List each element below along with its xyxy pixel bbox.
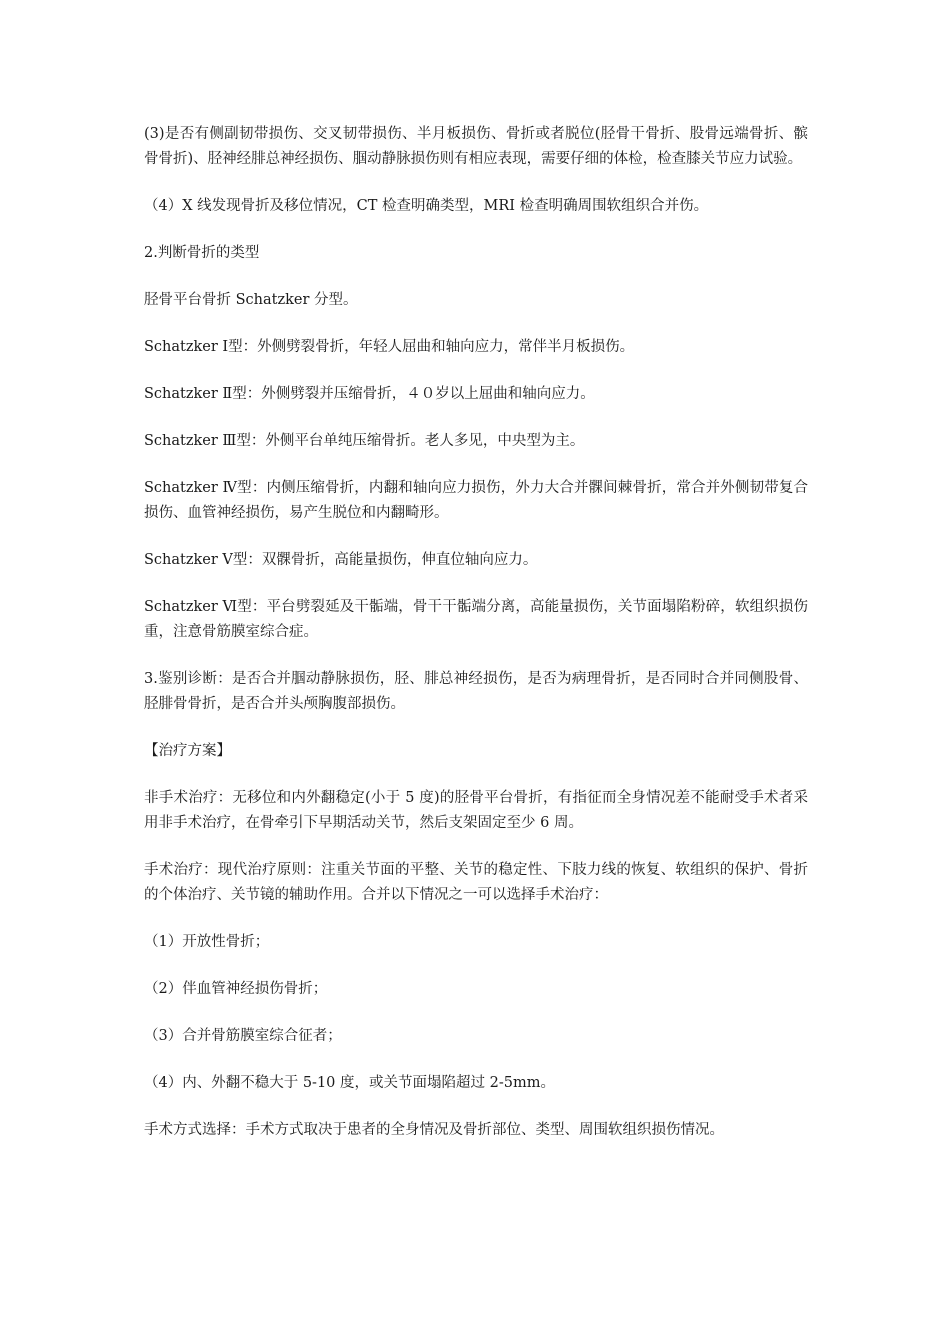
heading-fracture-type: 2.判断骨折的类型 <box>144 245 260 261</box>
list-item-compartment: （3）合并骨筋膜室综合征者； <box>144 1028 342 1044</box>
list-item-instability: （4）内、外翻不稳大于 5-10 度，或关节面塌陷超过 2-5mm。 <box>144 1075 555 1091</box>
paragraph-surgical: 手术治疗：现代治疗原则：注重关节面的平整、关节的稳定性、下肢力线的恢复、软组织的保护、骨折的个体治疗、关节镜的辅助作用。合并以下情况之一可以选择手术治疗： <box>144 862 808 903</box>
paragraph-schatzker-3: Schatzker Ⅲ型：外侧平台单纯压缩骨折。老人多见，中央型为主。 <box>144 433 585 449</box>
list-item-open-fracture: （1）开放性骨折； <box>144 934 270 950</box>
paragraph-differential-diagnosis: 3.鉴别诊断：是否合并腘动静脉损伤，胫、腓总神经损伤，是否为病理骨折，是否同时合并同侧股骨、胫腓骨骨折，是否合并头颅胸腹部损伤。 <box>144 671 808 712</box>
paragraph-schatzker-2: Schatzker Ⅱ型：外侧劈裂并压缩骨折，４０岁以上屈曲和轴向应力。 <box>144 386 595 402</box>
paragraph-ligament-injury: (3)是否有侧副韧带损伤、交叉韧带损伤、半月板损伤、骨折或者脱位(胫骨干骨折、股骨远端骨折、髌骨骨折)、胫神经腓总神经损伤、腘动静脉损伤则有相应表现，需要仔细的体检，检查膝关节应力试验。 <box>144 126 808 167</box>
document-page <box>144 122 808 1165</box>
paragraph-schatzker-4: Schatzker Ⅳ型：内侧压缩骨折，内翻和轴向应力损伤，外力大合并髁间棘骨折，常合并外侧韧带复合损伤、血管神经损伤，易产生脱位和内翻畸形。 <box>144 480 808 521</box>
paragraph-schatzker-6: Schatzker Ⅵ型：平台劈裂延及干骺端，骨干干骺端分离，高能量损伤，关节面塌陷粉碎，软组织损伤重，注意骨筋膜室综合症。 <box>144 599 808 640</box>
paragraph-nonsurgical: 非手术治疗：无移位和内外翻稳定(小于 5 度)的胫骨平台骨折，有指征而全身情况差不能耐受手术者采用非手术治疗，在骨牵引下早期活动关节，然后支架固定至少 6 周。 <box>144 790 808 831</box>
paragraph-surgical-method: 手术方式选择：手术方式取决于患者的全身情况及骨折部位、类型、周围软组织损伤情况。 <box>144 1122 724 1138</box>
paragraph-schatzker-1: Schatzker Ⅰ型：外侧劈裂骨折，年轻人屈曲和轴向应力，常伴半月板损伤。 <box>144 339 635 355</box>
heading-treatment-plan: 【治疗方案】 <box>144 743 231 759</box>
paragraph-schatzker-intro: 胫骨平台骨折 Schatzker 分型。 <box>144 292 358 308</box>
paragraph-schatzker-5: Schatzker Ⅴ型：双髁骨折，高能量损伤，伸直位轴向应力。 <box>144 552 538 568</box>
paragraph-imaging: （4）X 线发现骨折及移位情况，CT 检查明确类型，MRI 检查明确周围软组织合并伤。 <box>144 198 709 214</box>
list-item-vascular-nerve: （2）伴血管神经损伤骨折； <box>144 981 328 997</box>
